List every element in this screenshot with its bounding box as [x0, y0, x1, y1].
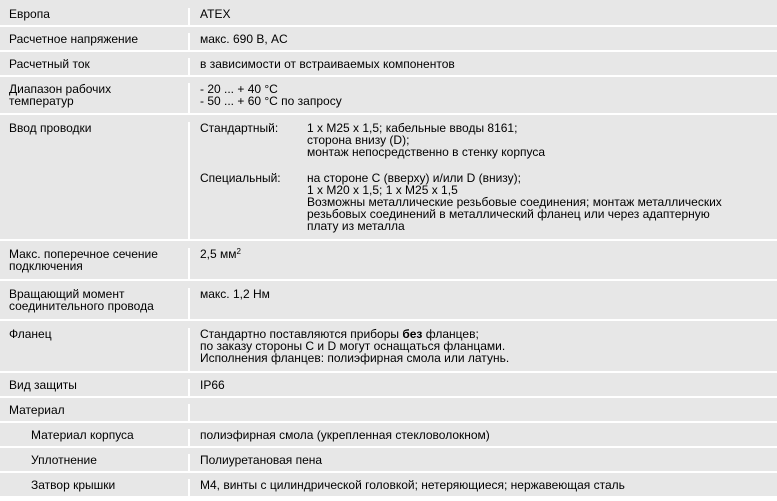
wiring-standard-key: Стандартный:: [200, 121, 279, 135]
row-label-line: соединительного провода: [9, 299, 154, 313]
row-label: Уплотнение: [0, 454, 190, 471]
value-line: - 20 ... + 40 °C: [200, 82, 278, 96]
wiring-special-value: [307, 172, 771, 232]
row-value: макс. 1,2 Нм: [200, 287, 270, 301]
row-temperature-range: [0, 77, 777, 115]
row-label: [0, 83, 190, 113]
row-label: [0, 288, 190, 319]
superscript: 2: [236, 247, 241, 256]
row-europe: [0, 0, 777, 27]
value-line: на стороне C (вверху) и/или D (внизу);: [307, 171, 521, 185]
wiring-standard: [200, 122, 771, 158]
row-value: [190, 122, 777, 239]
row-label: Вид защиты: [0, 379, 190, 396]
cross-section-value: 2,5 мм: [200, 247, 237, 261]
row-value: [190, 83, 777, 113]
value-line: по заказу стороны C и D могут оснащаться фланцами.: [200, 339, 506, 353]
row-rated-voltage: [0, 27, 777, 52]
row-label: [0, 248, 190, 279]
value-line: резьбовых соединений в металлический фланец или через адаптерную: [307, 207, 710, 221]
row-value: [190, 328, 777, 371]
wiring-special-key: Специальный:: [200, 171, 281, 185]
flange-line1-post: фланцев;: [422, 327, 479, 341]
row-label-line: Вращающий момент: [9, 287, 125, 301]
flange-line1-pre: Стандартно поставляются приборы: [200, 327, 403, 341]
value-line: 1 x M25 x 1,5; кабельные вводы 8161;: [307, 121, 518, 135]
value-line: 1 x M20 x 1,5; 1 x M25 x 1,5: [307, 183, 458, 197]
wiring-standard-value: [307, 122, 771, 158]
row-label-line: Макс. поперечное сечение: [9, 247, 158, 261]
value-line: сторона внизу (D);: [307, 133, 410, 147]
row-label-line: Диапазон рабочих: [9, 82, 112, 96]
row-value: [190, 404, 777, 421]
row-label: Европа: [0, 8, 190, 25]
row-value: полиэфирная смола (укрепленная стекловолокном): [200, 428, 490, 442]
row-label: Материал: [0, 404, 190, 421]
row-value: макс. 690 В, AC: [200, 32, 288, 46]
row-cover-lock: [0, 473, 777, 496]
row-label: Расчетное напряжение: [0, 33, 190, 50]
value-line: - 50 ... + 60 °C по запросу: [200, 94, 342, 108]
row-housing-material: [0, 423, 777, 448]
row-rated-current: [0, 52, 777, 77]
row-max-cross-section: [0, 241, 777, 281]
row-value: M4, винты с цилиндрической головкой; нетеряющиеся; нержавеющая сталь: [200, 478, 625, 492]
value-line: монтаж непосредственно в стенку корпуса: [307, 145, 546, 159]
row-value: ATEX: [200, 7, 231, 21]
row-label: Ввод проводки: [0, 122, 190, 239]
row-material: [0, 398, 777, 423]
row-flange: [0, 321, 777, 373]
row-label: Материал корпуса: [0, 429, 190, 446]
value-line: Возможны металлические резьбовые соединения; монтаж металлических: [307, 195, 722, 209]
row-label: Затвор крышки: [0, 479, 190, 496]
value-line: плату из металла: [307, 219, 405, 233]
row-wiring-entry: [0, 115, 777, 241]
row-value: в зависимости от встраиваемых компонентов: [200, 57, 455, 71]
value-line: Исполнения фланцев: полиэфирная смола или латунь.: [200, 351, 510, 365]
row-value: IP66: [200, 378, 225, 392]
row-label: Фланец: [0, 328, 190, 371]
row-value: Полиуретановая пена: [200, 453, 323, 467]
row-label: Расчетный ток: [0, 58, 190, 75]
row-seal: [0, 448, 777, 473]
row-label-line: температур: [9, 94, 74, 108]
row-torque: [0, 281, 777, 321]
row-value: [190, 248, 777, 279]
row-label-line: подключения: [9, 259, 83, 273]
wiring-special: [200, 172, 771, 232]
row-protection-type: [0, 373, 777, 398]
flange-line1-bold: без: [402, 327, 423, 341]
